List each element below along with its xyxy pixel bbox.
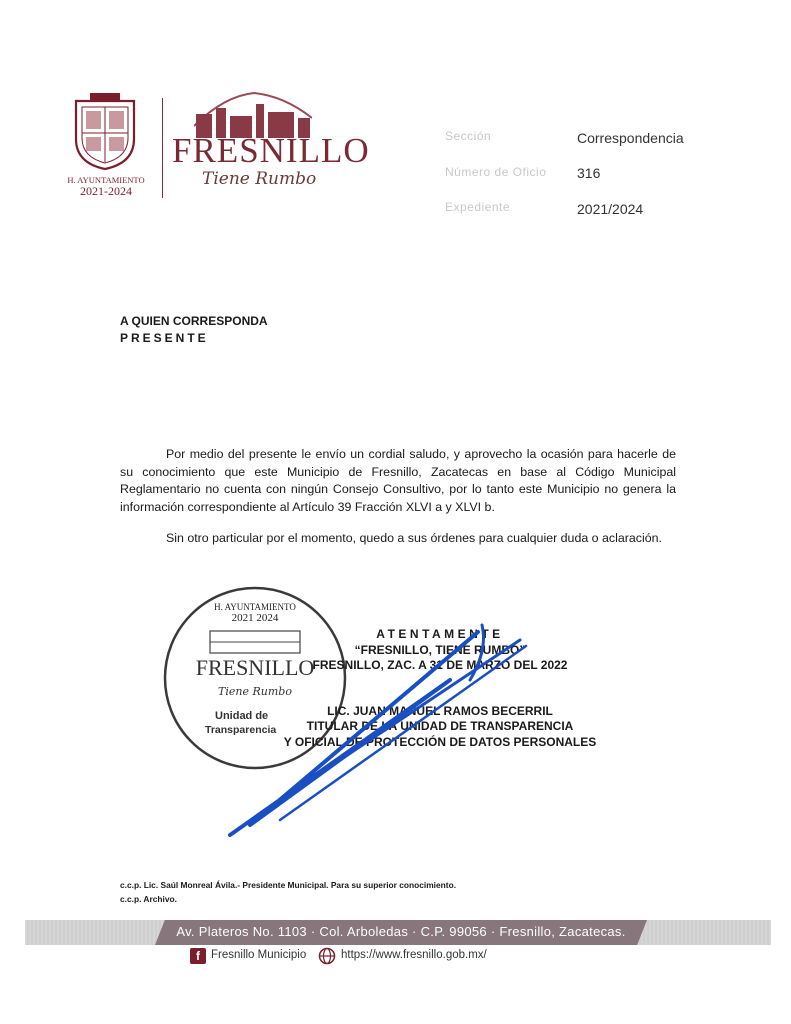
- cc-line-2: c.c.p. Archivo.: [120, 894, 177, 904]
- stamp-line6: Transparencia: [205, 724, 277, 736]
- cc-line-1: c.c.p. Lic. Saúl Monreal Ávila.- Presidente Municipal. Para su superior conocimiento.: [120, 880, 457, 890]
- meta-label-oficio: Número de Oficio: [445, 165, 547, 179]
- presente-line: PRESENTE: [120, 331, 209, 345]
- logo-subtitle: Tiene Rumbo: [202, 169, 317, 189]
- stamp-line2: 2021 2024: [231, 612, 279, 624]
- meta-label-expediente: Expediente: [445, 200, 511, 214]
- globe-icon: [318, 947, 336, 965]
- handwritten-signature: [220, 620, 540, 845]
- meta-value-expediente: 2021/2024: [577, 201, 644, 217]
- seal-years: 2021-2024: [80, 184, 132, 198]
- signer-name: LIC. JUAN MANUEL RAMOS BECERRIL: [327, 703, 553, 718]
- stamp-line5: Unidad de: [215, 710, 269, 722]
- closing-line: Sin otro particular por el momento, quedo a sus órdenes para cualquier duda o aclaración.: [166, 531, 662, 545]
- meta-value-oficio: 316: [577, 165, 601, 181]
- signer-title-1: TITULAR DE LA UNIDAD DE TRANSPARENCIA: [306, 719, 574, 733]
- atentamente: ATENTAMENTE: [376, 627, 504, 641]
- motto: “FRESNILLO, TIENE RUMBO”: [354, 642, 526, 657]
- meta-label-seccion: Sección: [445, 129, 492, 143]
- municipal-seal-icon: [70, 93, 140, 171]
- facebook-link[interactable]: Fresnillo Municipio: [211, 949, 307, 961]
- signer-title-2: Y OFICIAL DE PROTECCIÓN DE DATOS PERSONALES: [283, 734, 597, 749]
- body-paragraph: Por medio del presente le envío un cordial saludo, y aprovecho la ocasión para hacerle de su conocimiento que este Municipio de Fresnillo, Zacatecas en base al Código Municipal Reglamentario no cuenta con ningún Consejo Consultivo, por lo tanto este Municipio no genera la información correspondiente al Artículo 39 Fracción XLVI a y XLVI b.: [120, 447, 676, 514]
- website-link[interactable]: https://www.fresnillo.gob.mx/: [341, 949, 487, 961]
- stamp-line3: FRESNILLO: [195, 655, 315, 680]
- header-divider: [162, 98, 163, 198]
- footer-address: Av. Plateros No. 1103 · Col. Arboledas · C.P. 99056 · Fresnillo, Zacatecas.: [176, 924, 626, 939]
- facebook-icon: f: [190, 948, 206, 964]
- meta-value-seccion: Correspondencia: [577, 130, 684, 146]
- stamp-line1: H. AYUNTAMIENTO: [214, 602, 296, 612]
- stamp-line4: Tiene Rumbo: [218, 685, 292, 698]
- recipient-line: A QUIEN CORRESPONDA: [120, 314, 268, 328]
- logo-title: FRESNILLO: [172, 131, 370, 170]
- place-date: FRESNILLO, ZAC. A 31 DE MARZO DEL 2022: [312, 658, 568, 672]
- seal-caption: H. AYUNTAMIENTO: [67, 175, 145, 185]
